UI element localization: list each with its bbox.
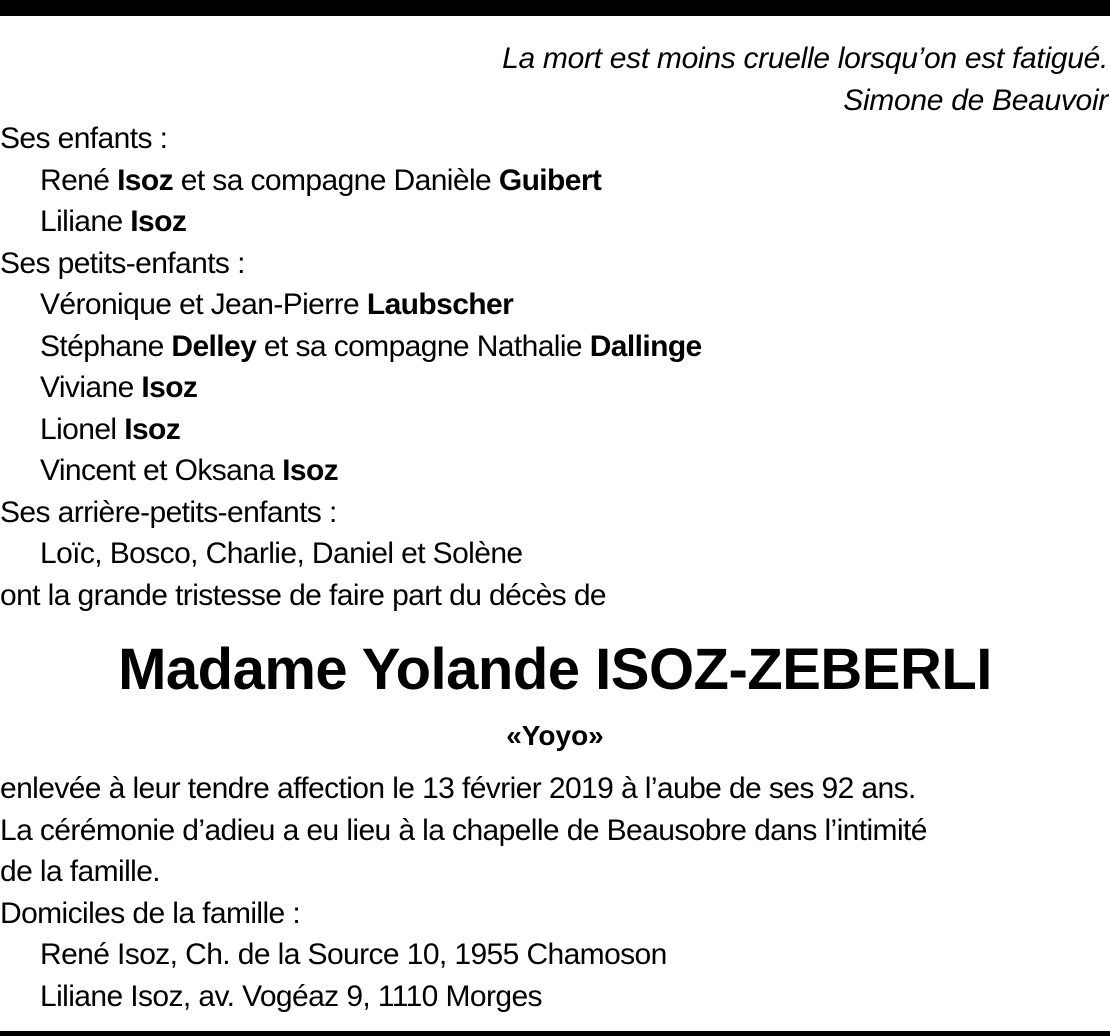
surname: Laubscher <box>366 288 514 321</box>
child-entry: René Isoz et sa compagne Danièle Guibert <box>40 163 602 197</box>
surname: Isoz <box>117 163 174 197</box>
child-entry: Liliane Isoz <box>40 205 187 238</box>
grandchild-entry: Viviane Isoz <box>40 371 198 404</box>
surname: Delley <box>171 329 257 363</box>
grandchild-entry: Lionel Isoz <box>40 412 181 446</box>
epigraph <box>502 38 1108 122</box>
domiciles-heading: Domiciles de la famille : <box>0 896 301 930</box>
grandchild-entry: Véronique et Jean-Pierre Laubscher <box>40 288 514 321</box>
deceased-nickname: «Yoyo» <box>506 720 604 751</box>
announcement-text: ont la grande tristesse de faire part du décès de <box>0 578 606 612</box>
surname: Isoz <box>282 454 339 487</box>
children-heading: Ses enfants : <box>0 122 168 155</box>
grandchild-entry: Vincent et Oksana Isoz <box>40 454 339 487</box>
obituary-details <box>0 768 1110 1017</box>
epigraph-author: Simone de Beauvoir <box>843 84 1108 117</box>
surname: Isoz <box>130 205 187 238</box>
domicile-address: Liliane Isoz, av. Vogéaz 9, 1110 Morges <box>40 979 542 1013</box>
details-line: La cérémonie d’adieu a eu lieu à la chapelle de Beausobre dans l’intimité <box>0 813 927 847</box>
surname: Isoz <box>141 371 198 404</box>
great-grandchildren-heading: Ses arrière-petits-enfants : <box>0 495 337 529</box>
grandchild-entry: Stéphane Delley et sa compagne Nathalie Dallinge <box>40 329 702 363</box>
top-rule <box>0 0 1110 16</box>
family-list <box>0 118 1110 616</box>
bottom-rule <box>0 1031 1110 1036</box>
surname: Guibert <box>498 163 602 197</box>
epigraph-text: La mort est moins cruelle lorsqu’on est fatigué. <box>502 42 1108 75</box>
details-line: de la famille. <box>0 855 161 888</box>
details-line: enlevée à leur tendre affection le 13 février 2019 à l’aube de ses 92 ans. <box>0 772 916 805</box>
deceased-name: Madame Yolande ISOZ-ZEBERLI <box>118 637 992 702</box>
domicile-address: René Isoz, Ch. de la Source 10, 1955 Chamoson <box>40 938 667 971</box>
grandchildren-heading: Ses petits-enfants : <box>0 246 245 280</box>
great-grandchildren-names: Loïc, Bosco, Charlie, Daniel et Solène <box>40 537 523 570</box>
surname: Isoz <box>124 412 181 446</box>
surname: Dallinge <box>589 329 702 363</box>
